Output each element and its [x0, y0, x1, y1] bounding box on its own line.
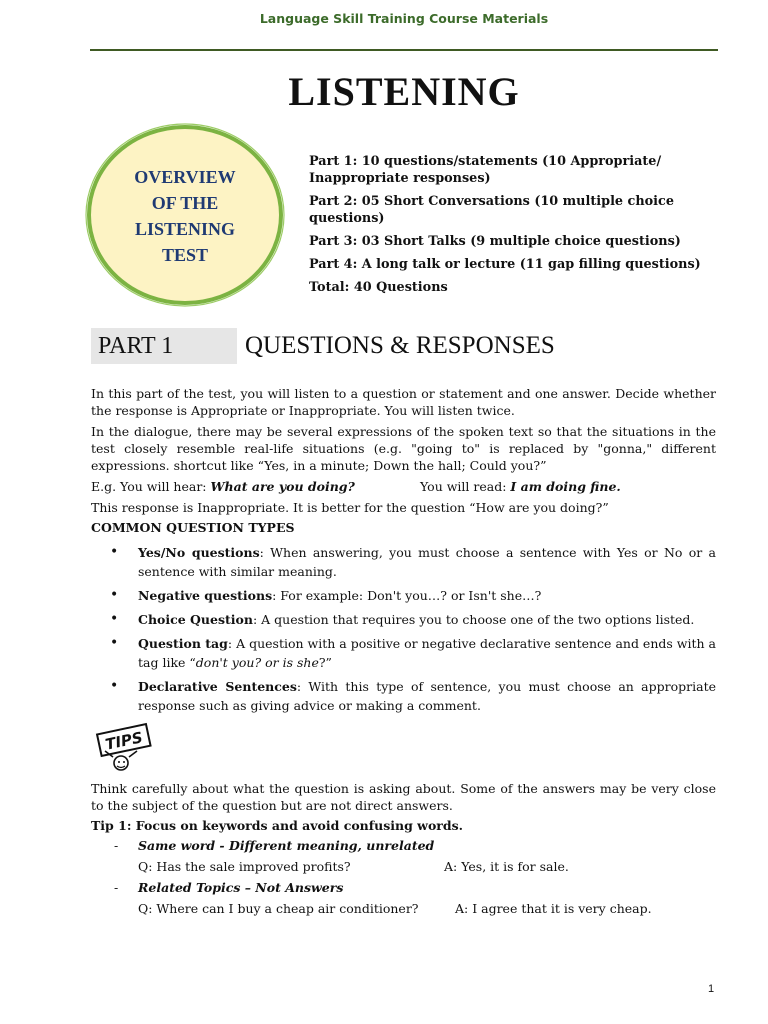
bullet-icon: •: [110, 544, 119, 560]
tips-icon-text: TIPS: [103, 728, 145, 754]
type-term: Yes/No questions: [138, 545, 260, 560]
tip-example-question: Q: Where can I buy a cheap air conditioner?: [138, 901, 419, 916]
tips-icon: [93, 721, 155, 773]
example-hear-text: What are you doing?: [210, 479, 355, 494]
overview-item: Total: 40 Questions: [309, 280, 448, 295]
type-desc: : For example: Don't you…? or Isn't she…?: [272, 588, 542, 603]
bullet-icon: •: [110, 635, 119, 651]
dash-marker: -: [114, 880, 119, 895]
example-read-label: You will read:: [420, 479, 511, 494]
type-desc-italic: don't you? or is she: [195, 655, 319, 670]
part-label: PART 1: [91, 328, 237, 364]
overview-list: [309, 153, 709, 302]
running-header: Language Skill Training Course Materials: [259, 11, 549, 26]
overview-circle: [84, 122, 286, 308]
type-desc: : A question that requires you to choose one of the two options listed.: [252, 612, 695, 627]
intro-paragraph: In this part of the test, you will listen to a question or statement and one answer. Decide whether the response is Appropriate or Inappropriate. You will listen twice.: [91, 386, 716, 418]
example-hear: [91, 478, 355, 495]
tip-example-heading: Same word - Different meaning, unrelated: [138, 838, 435, 853]
type-desc: : With this type of sentence, you must choose an appropriate response such as giving advice or making a comment.: [138, 679, 716, 713]
tip-example-answer: A: Yes, it is for sale.: [444, 859, 569, 874]
tip1-heading: Tip 1: Focus on keywords and avoid confusing words.: [91, 818, 463, 833]
common-types-list: [110, 543, 716, 720]
type-term: Declarative Sentences: [138, 679, 297, 694]
type-term: Question tag: [138, 636, 228, 651]
type-desc: : When answering, you must choose a sentence with Yes or No or a sentence with similar meaning.: [138, 545, 716, 579]
overview-line: OF THE: [151, 193, 219, 213]
tip-example-answer: A: I agree that it is very cheap.: [455, 901, 652, 916]
list-item: [110, 586, 716, 605]
example-read: [420, 478, 621, 495]
list-item: [110, 543, 716, 581]
tips-intro-paragraph: Think carefully about what the question is asking about. Some of the answers may be very close to the subject of the question but are not direct answers.: [91, 781, 716, 813]
tip-example-question: Q: Has the sale improved profits?: [138, 859, 351, 874]
dash-marker: -: [114, 838, 119, 853]
bullet-icon: •: [110, 678, 119, 694]
overview-item: Part 3: 03 Short Talks (9 multiple choice questions): [309, 234, 681, 249]
example-read-text: I am doing fine.: [510, 479, 621, 494]
type-term: Choice Question: [138, 612, 253, 627]
page-title: LISTENING: [288, 69, 520, 114]
list-item: [110, 634, 716, 672]
overview-item: Part 4: A long talk or lecture (11 gap filling questions): [309, 257, 701, 272]
type-desc-tail: ?”: [318, 655, 332, 670]
dialogue-paragraph: In the dialogue, there may be several expressions of the spoken text so that the situations in the test closely resemble real-life situations (e.g. "going to" is replaced by "gonna," different expressions. shortcut like “Yes, in a minute; Down the hall; Could you?”: [91, 424, 716, 473]
example-hear-label: E.g. You will hear:: [91, 479, 211, 494]
part-title: QUESTIONS & RESPONSES: [245, 332, 555, 359]
type-term: Negative questions: [138, 588, 273, 603]
page-number: 1: [708, 983, 715, 995]
list-item: [110, 610, 716, 629]
tip-example-heading: Related Topics – Not Answers: [138, 880, 344, 895]
overview-circle-text: [84, 164, 286, 268]
header-rule: [90, 49, 718, 51]
overview-item: Part 2: 05 Short Conversations (10 multiple choice questions): [309, 194, 674, 226]
overview-line: TEST: [161, 245, 209, 265]
overview-line: OVERVIEW: [134, 167, 236, 187]
overview-line: LISTENING: [134, 219, 236, 239]
common-types-heading: COMMON QUESTION TYPES: [91, 520, 295, 535]
bullet-icon: •: [110, 587, 119, 603]
type-desc: : A question with a positive or negative declarative sentence and ends with a tag like “: [138, 636, 716, 670]
overview-item: Part 1: 10 questions/statements (10 Appropriate/ Inappropriate responses): [309, 154, 662, 186]
bullet-icon: •: [110, 611, 119, 627]
list-item: [110, 677, 716, 715]
inappropriate-note: This response is Inappropriate. It is better for the question “How are you doing?”: [91, 500, 609, 515]
